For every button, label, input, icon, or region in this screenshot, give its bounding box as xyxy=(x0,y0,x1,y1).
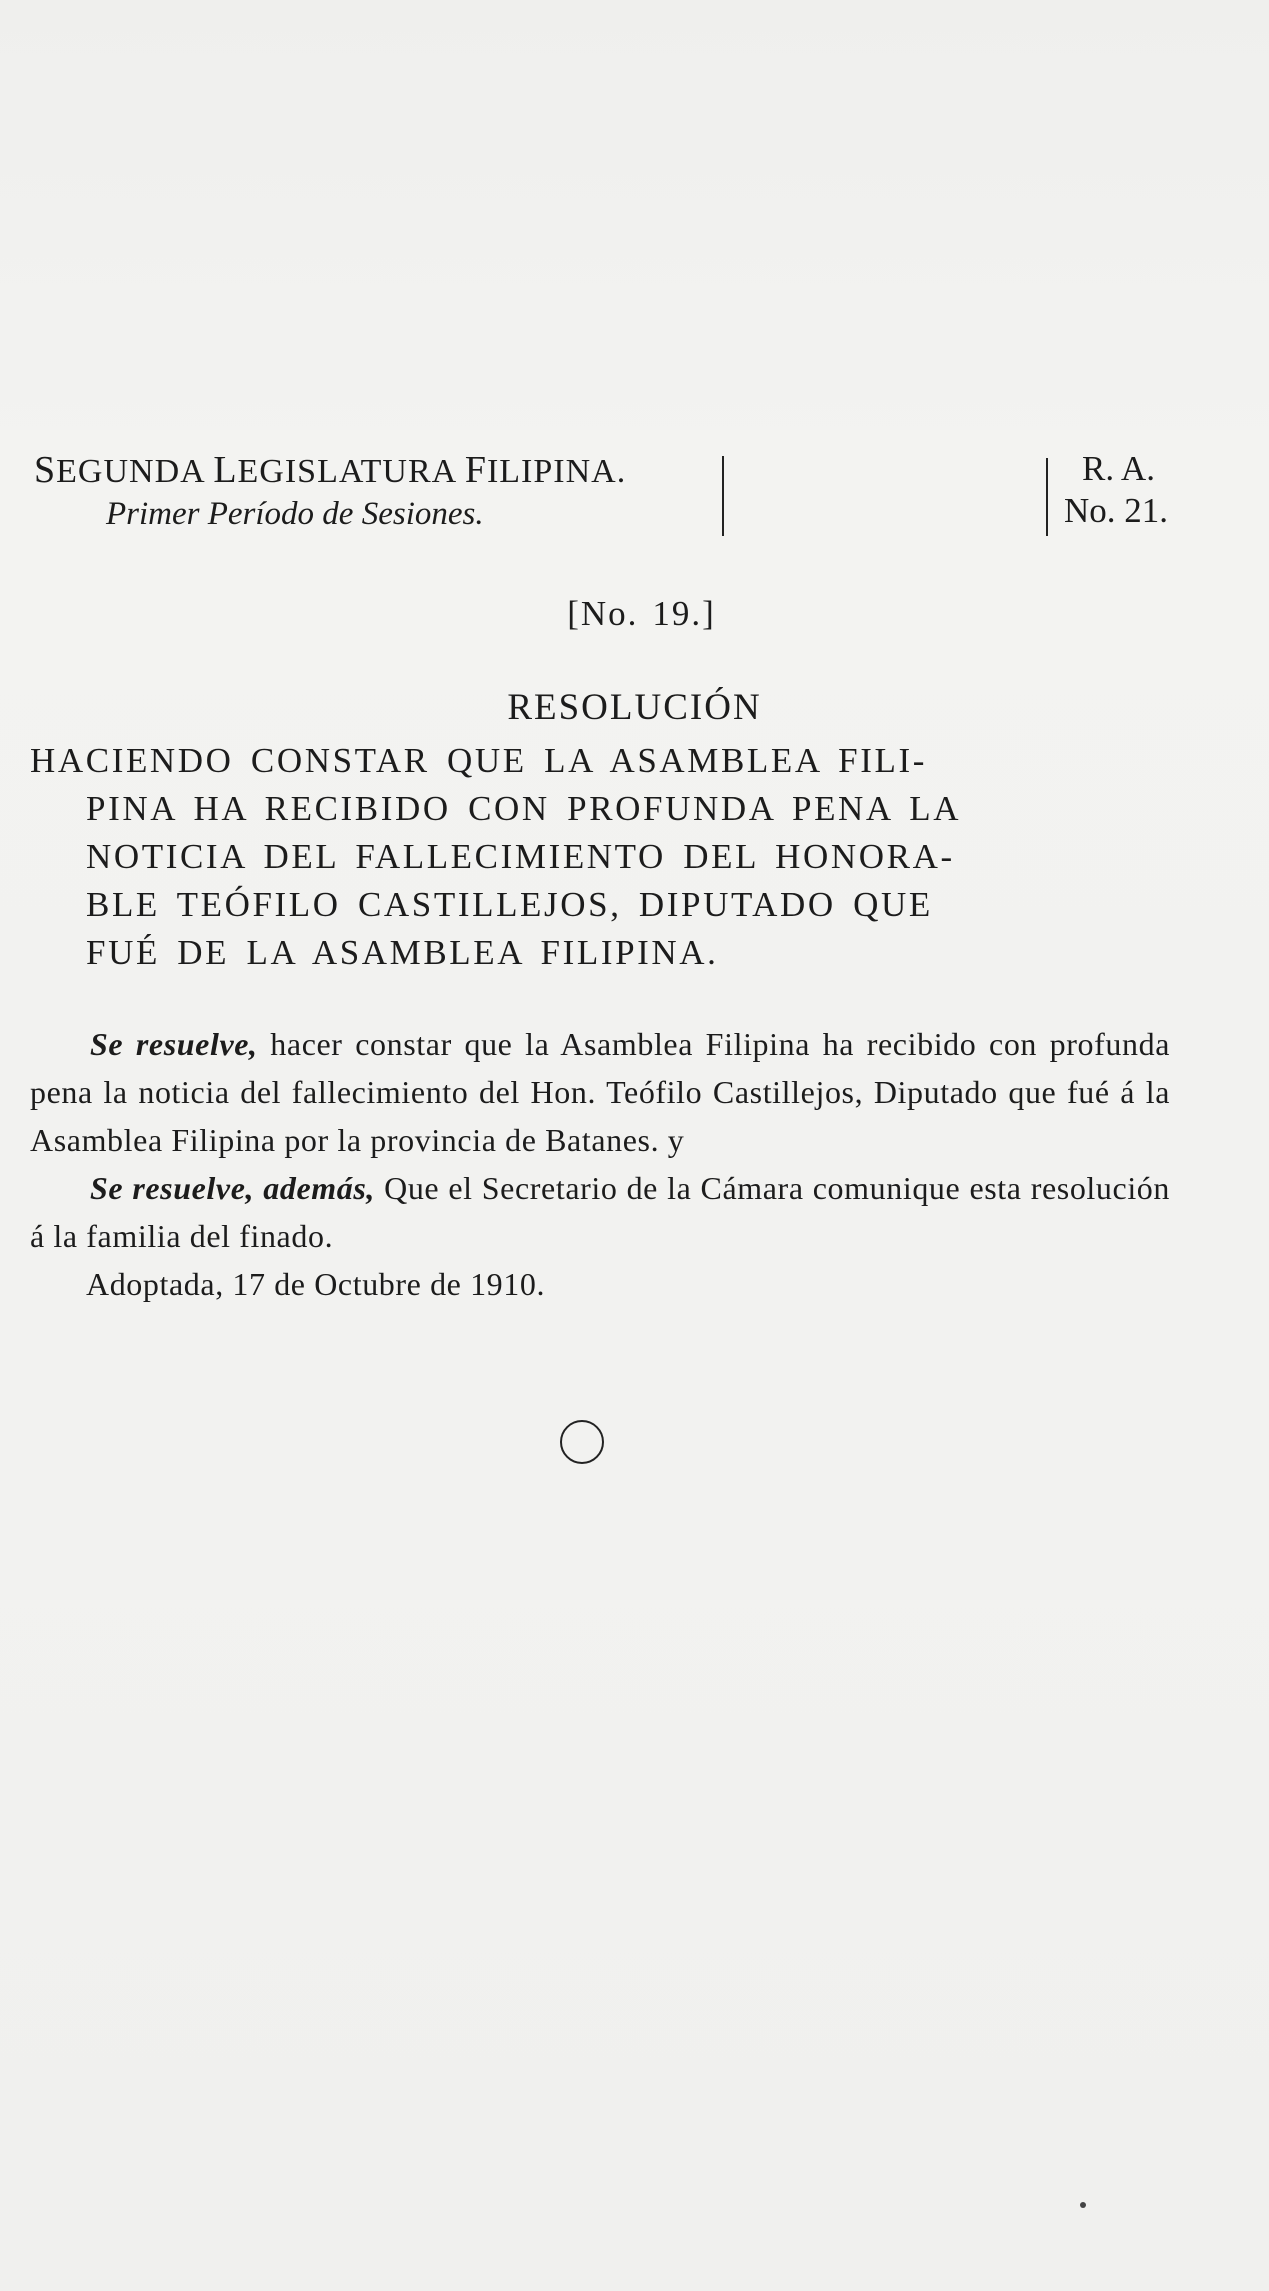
legislature-word-2: EGISLATURA xyxy=(237,453,465,490)
legislature-title xyxy=(34,448,734,494)
session-subtitle: Primer Período de Sesiones. xyxy=(106,496,484,532)
right-brace xyxy=(1046,458,1052,536)
resolution-body xyxy=(30,1020,1170,1308)
number-value: 19.] xyxy=(652,594,716,633)
paragraph-text: hacer constar que la Asamblea Filipina ha recibido con profunda pena la noticia del fallecimiento del Hon. Teófilo Castillejos, Diputado que fué á la Asamblea Filipina por la provincia de Batanes. y xyxy=(30,1026,1170,1158)
ra-label: R. A. xyxy=(1082,449,1155,488)
resolution-title: RESOLUCIÓN xyxy=(507,687,762,728)
resolution-number xyxy=(0,594,1269,634)
subtitle-line: HACIENDO CONSTAR QUE LA ASAMBLEA FILI- xyxy=(30,741,927,780)
number-prefix: [No. xyxy=(567,594,639,633)
resolved-phrase: Se resuelve, xyxy=(90,1026,258,1062)
paragraph-text: Que el Secretario de la Cámara comunique esta resolución á la familia del finado. xyxy=(30,1170,1171,1254)
subtitle-line: FUÉ DE LA ASAMBLEA FILIPINA. xyxy=(86,933,719,972)
end-circle-ornament xyxy=(560,1420,604,1464)
header-right xyxy=(1064,448,1168,532)
header-left xyxy=(34,448,734,534)
ink-speck xyxy=(1080,2202,1086,2208)
left-brace xyxy=(722,456,728,536)
adoption-date: Adoptada, 17 de Octubre de 1910. xyxy=(86,1266,546,1302)
document-header xyxy=(34,448,1184,558)
legislature-initial-l: L xyxy=(213,449,238,491)
legislature-initial-f: F xyxy=(464,449,487,491)
body-paragraph-2 xyxy=(30,1164,1170,1260)
legislature-word-1: EGUNDA xyxy=(56,453,214,490)
subtitle-line: BLE TEÓFILO CASTILLEJOS, DIPUTADO QUE xyxy=(86,885,933,924)
resolved-phrase: Se resuelve, además, xyxy=(90,1170,375,1206)
subtitle-line: NOTICIA DEL FALLECIMIENTO DEL HONORA- xyxy=(86,837,955,876)
legislature-word-3: ILIPINA. xyxy=(486,453,627,490)
subtitle-line: PINA HA RECIBIDO CON PROFUNDA PENA LA xyxy=(86,789,962,828)
ra-number: No. 21. xyxy=(1064,491,1169,530)
legislature-initial-s: S xyxy=(34,449,57,491)
resolution-subtitle xyxy=(30,737,1170,977)
body-paragraph-1 xyxy=(30,1020,1170,1164)
